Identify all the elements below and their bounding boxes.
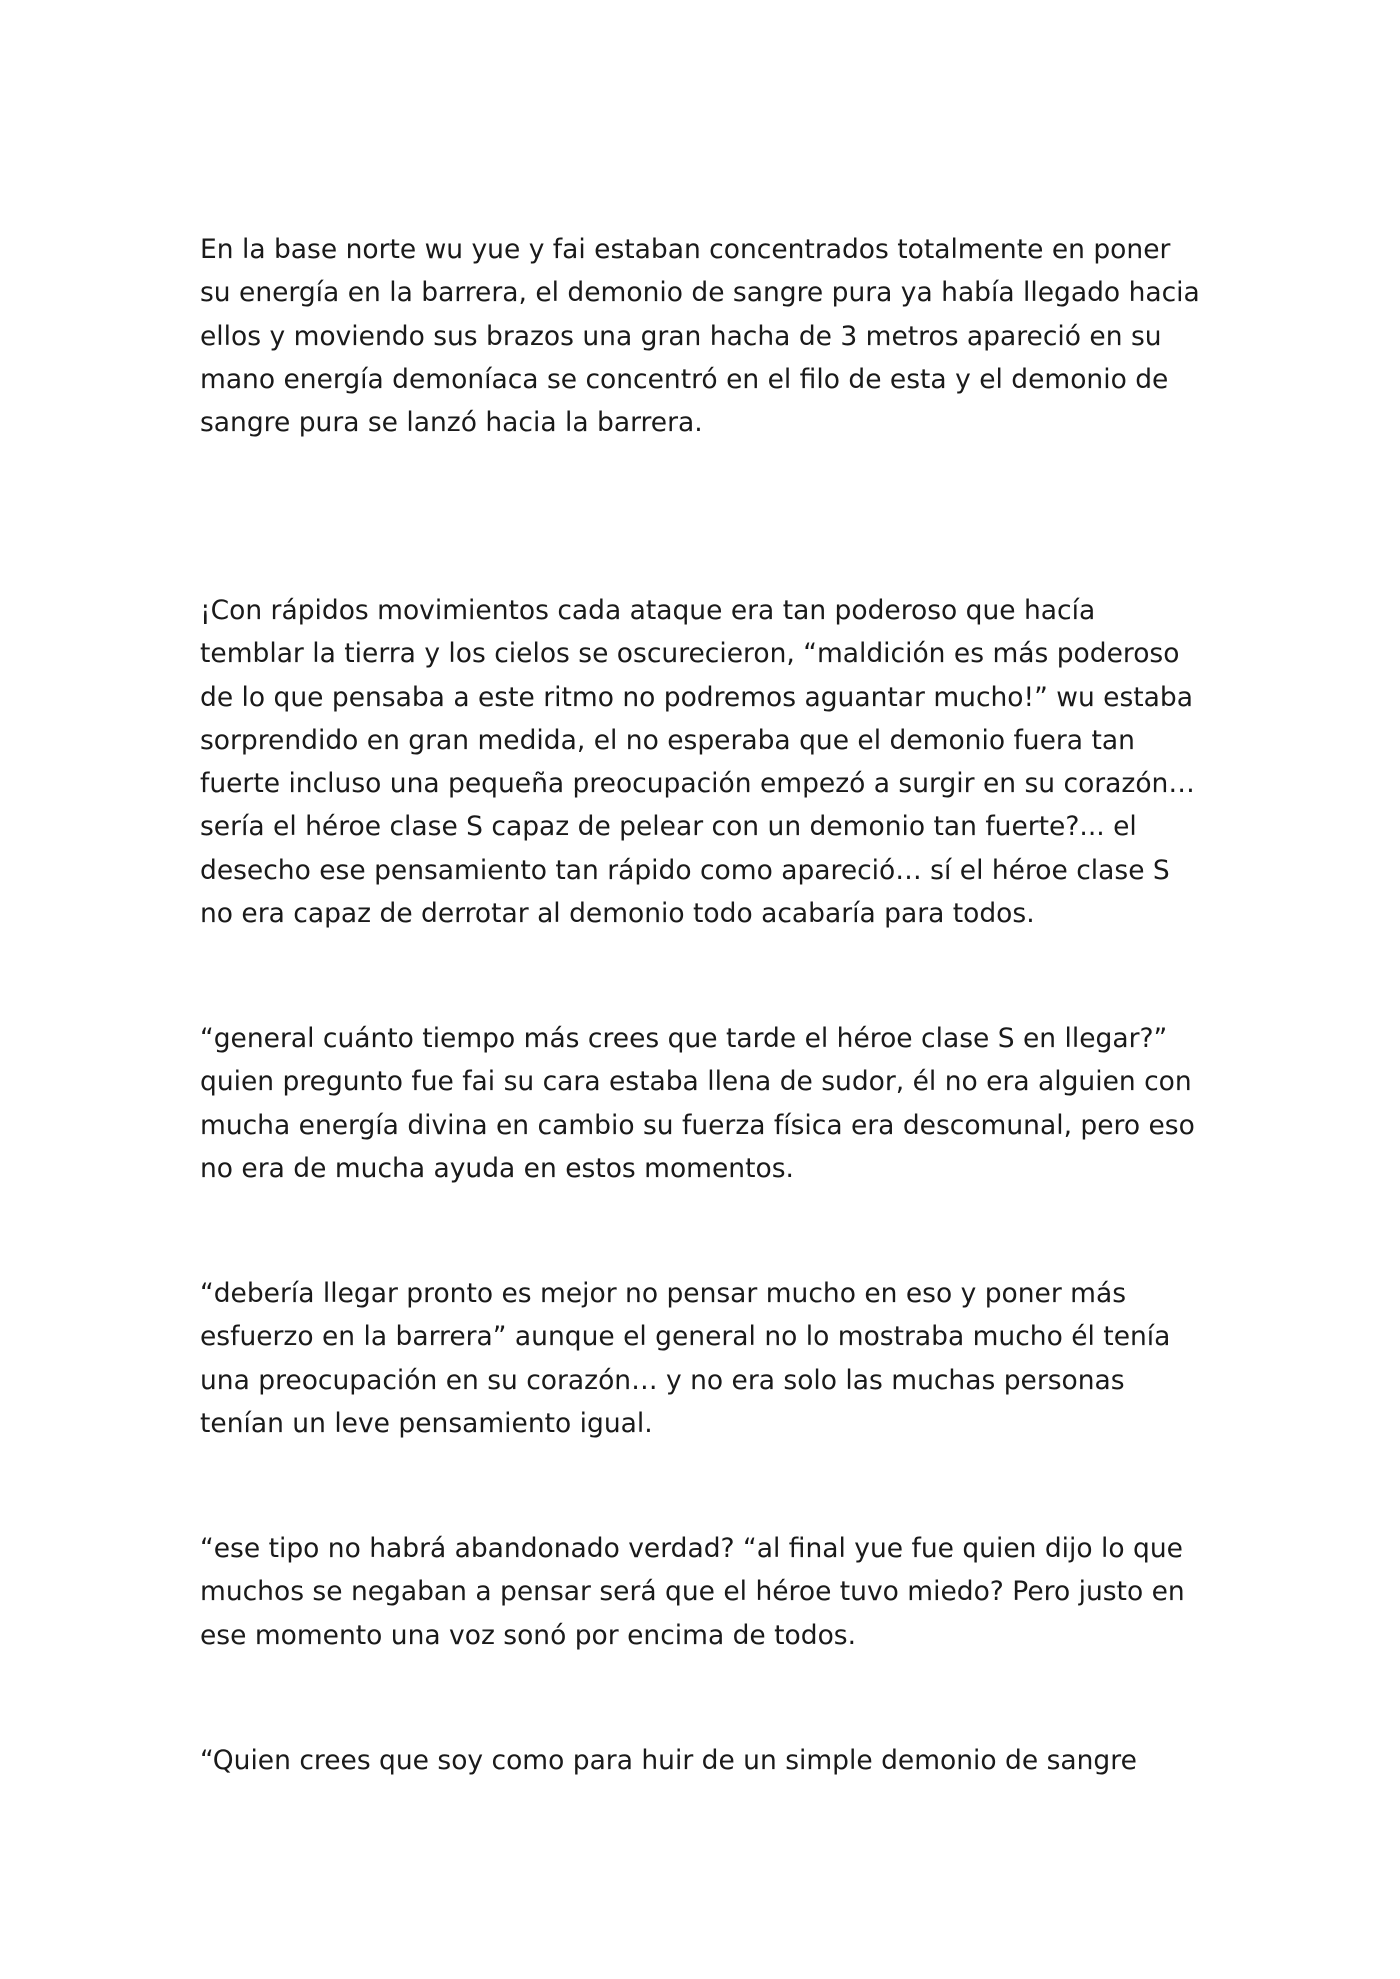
text-line: “general cuánto tiempo más crees que tarde el héroe clase S en llegar?” xyxy=(200,1023,1168,1054)
text-line: En la base norte wu yue y fai estaban concentrados totalmente en poner xyxy=(200,234,1171,265)
text-line: temblar la tierra y los cielos se oscurecieron, “maldición es más poderoso xyxy=(200,638,1180,670)
paragraph-1 xyxy=(200,228,1220,444)
text-line: no era capaz de derrotar al demonio todo acabaría para todos. xyxy=(200,898,1035,930)
text-line: una preocupación en su corazón… y no era solo las muchas personas xyxy=(200,1364,1125,1396)
paragraph-2 xyxy=(200,589,1220,935)
text-line: “ese tipo no habrá abandonado verdad? “al final yue fue quien dijo lo que xyxy=(200,1533,1183,1564)
text-line: muchos se negaban a pensar será que el héroe tuvo miedo? Pero justo en xyxy=(200,1576,1185,1608)
text-line: esfuerzo en la barrera” aunque el general no lo mostraba mucho él tenía xyxy=(200,1321,1171,1353)
text-line: ¡Con rápidos movimientos cada ataque era tan poderoso que hacía xyxy=(200,595,1096,626)
text-line: de lo que pensaba a este ritmo no podremos aguantar mucho!” wu estaba xyxy=(200,681,1193,713)
text-line: sangre pura se lanzó hacia la barrera. xyxy=(200,407,703,439)
paragraph-6 xyxy=(200,1739,1220,1782)
text-line: mucha energía divina en cambio su fuerza física era descomunal, pero eso xyxy=(200,1109,1195,1141)
paragraph-3 xyxy=(200,1017,1220,1190)
text-line: “Quien crees que soy como para huir de un simple demonio de sangre xyxy=(200,1745,1137,1776)
text-line: su energía en la barrera, el demonio de sangre pura ya había llegado hacia xyxy=(200,277,1200,309)
text-line: tenían un leve pensamiento igual. xyxy=(200,1407,653,1439)
text-line: quien pregunto fue fai su cara estaba llena de sudor, él no era alguien con xyxy=(200,1066,1192,1098)
text-line: “debería llegar pronto es mejor no pensar mucho en eso y poner más xyxy=(200,1278,1127,1309)
paragraph-4 xyxy=(200,1272,1220,1445)
text-line: fuerte incluso una pequeña preocupación empezó a surgir en su corazón… xyxy=(200,768,1195,800)
text-line: no era de mucha ayuda en estos momentos. xyxy=(200,1152,794,1184)
text-line: desecho ese pensamiento tan rápido como apareció… sí el héroe clase S xyxy=(200,854,1170,886)
text-line: mano energía demoníaca se concentró en el filo de esta y el demonio de xyxy=(200,363,1169,395)
text-line: ese momento una voz sonó por encima de todos. xyxy=(200,1619,857,1651)
paragraph-5 xyxy=(200,1527,1220,1657)
text-line: sorprendido en gran medida, el no esperaba que el demonio fuera tan xyxy=(200,724,1135,756)
text-line: ellos y moviendo sus brazos una gran hacha de 3 metros apareció en su xyxy=(200,320,1162,352)
text-line: sería el héroe clase S capaz de pelear con un demonio tan fuerte?... el xyxy=(200,811,1137,843)
